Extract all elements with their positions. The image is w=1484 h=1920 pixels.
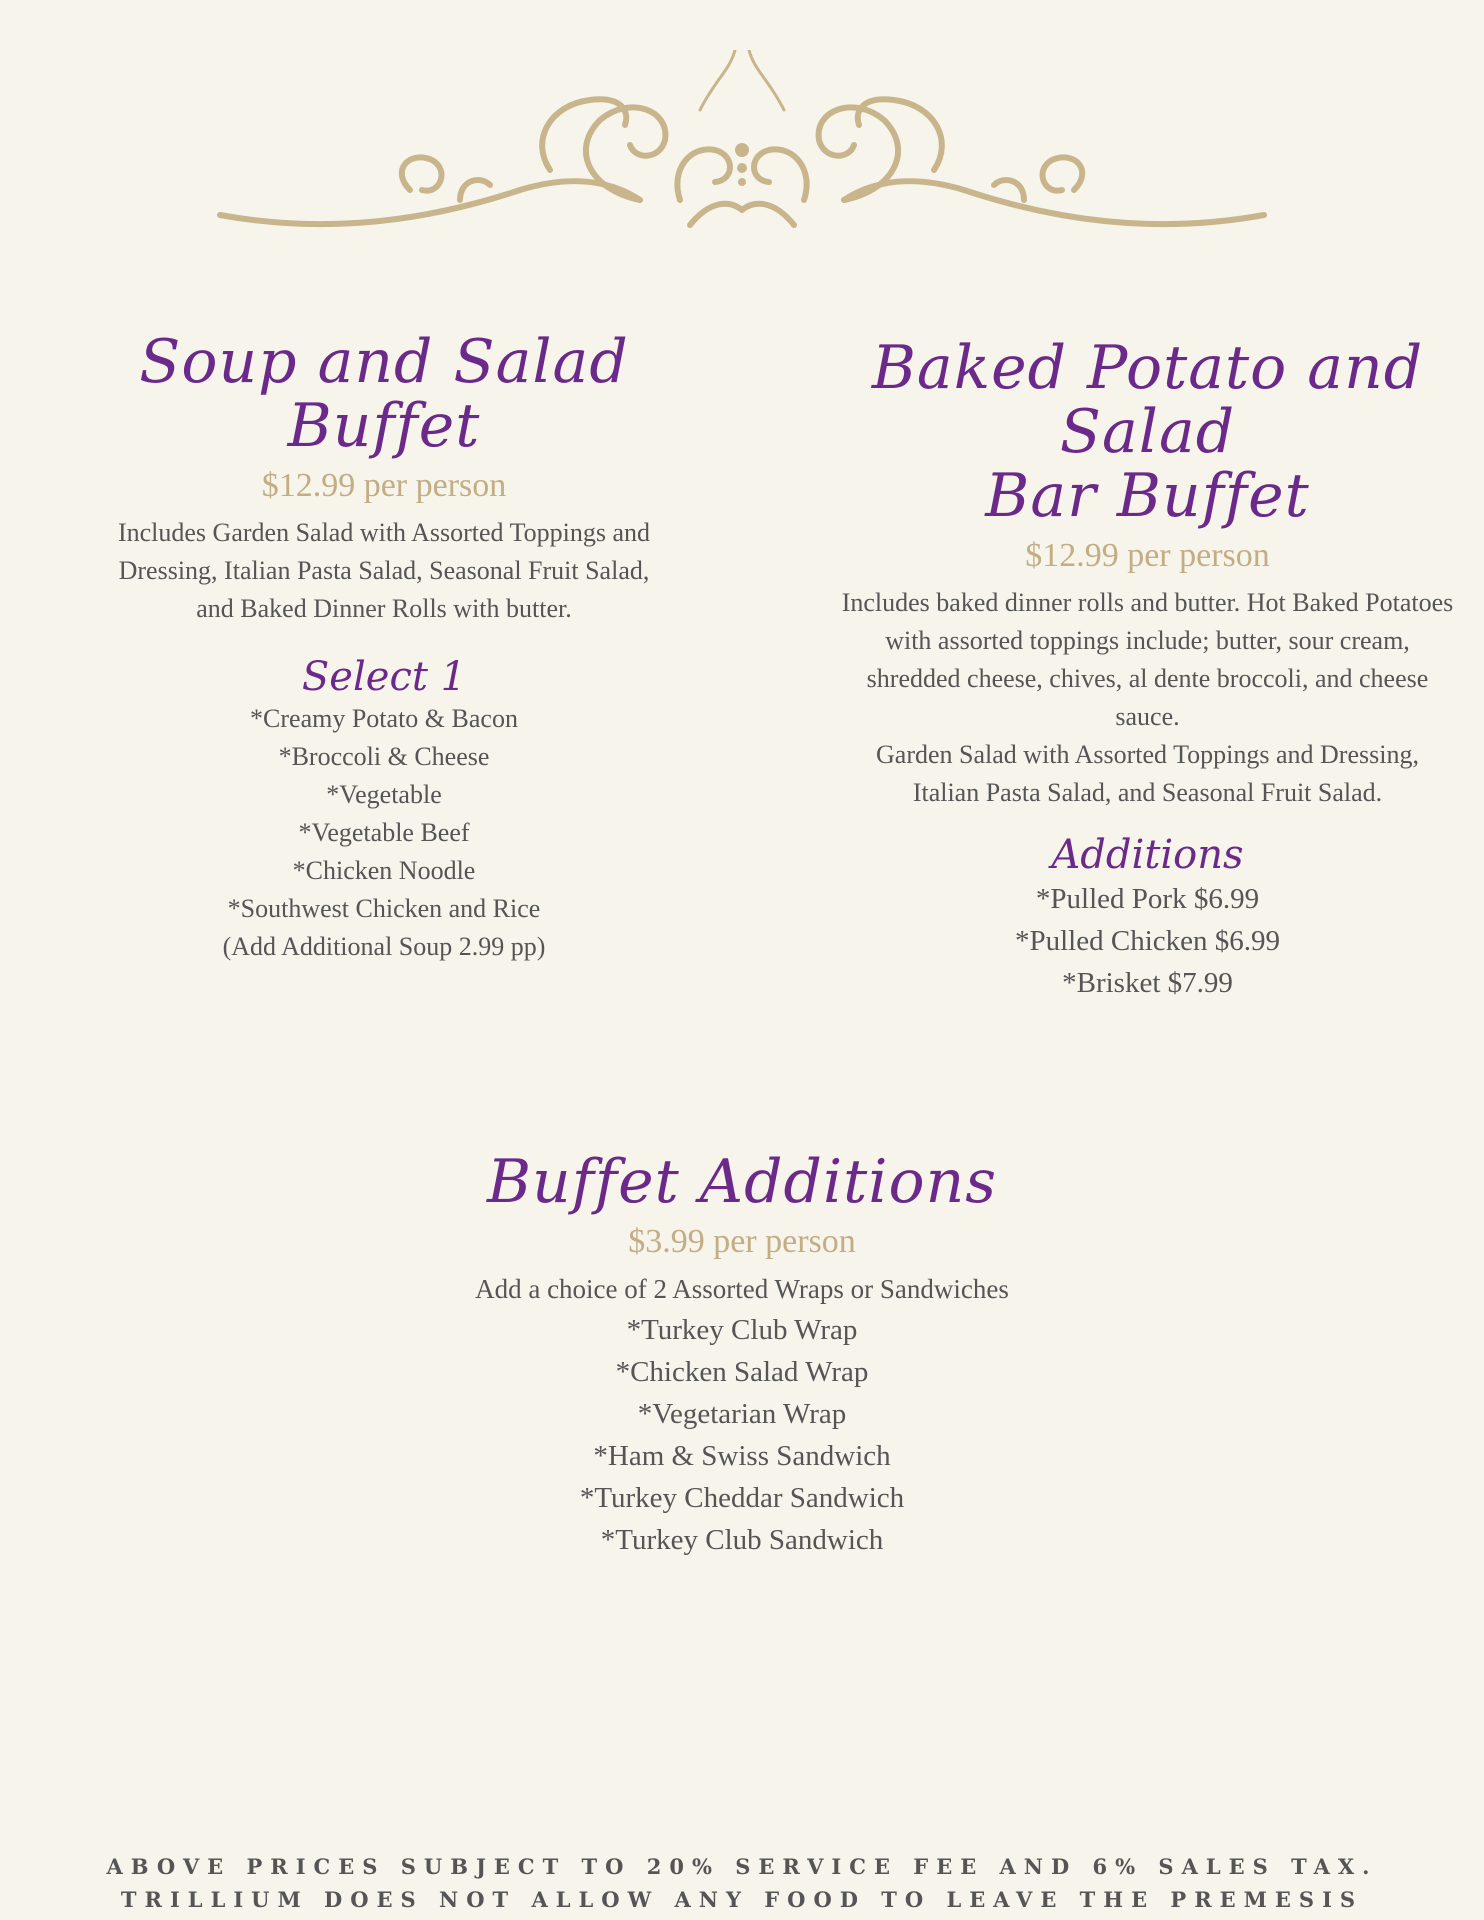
additions-subtitle: Additions: [1051, 832, 1244, 878]
section-description-1: Includes baked dinner rolls and butter. Hot Baked Potatoes with assorted toppings include; butter, sour cream, shredded cheese, chives, al dente broccoli, and cheese sauce.: [841, 588, 1454, 731]
soup-list: [100, 700, 668, 928]
list-item: *Ham & Swiss Sandwich: [593, 1440, 891, 1472]
list-item: *Pulled Pork $6.99: [1035, 883, 1260, 915]
list-item: *Vegetarian Wrap: [637, 1398, 847, 1430]
list-item: *Chicken Noodle: [292, 856, 476, 885]
title-line-2: Bar Buffet: [985, 461, 1310, 531]
footer-line-1: ABOVE PRICES SUBJECT TO 20% SERVICE FEE AND 6% SALES TAX.: [106, 1854, 1378, 1879]
section-price: $3.99 per person: [628, 1223, 856, 1260]
list-item: *Chicken Salad Wrap: [615, 1356, 869, 1388]
section-description: Includes Garden Salad with Assorted Toppings and Dressing, Italian Pasta Salad, Seasonal Fruit Salad, and Baked Dinner Rolls with butter.: [117, 518, 651, 623]
additions-list: [840, 878, 1455, 1004]
footer-disclaimer: [0, 1850, 1484, 1916]
list-item: *Vegetable Beef: [298, 818, 470, 847]
buffet-additions-section: [462, 1147, 1022, 1561]
list-item: *Brisket $7.99: [1062, 967, 1233, 999]
section-title: Soup and Salad Buffet: [139, 327, 629, 461]
baked-potato-section: [840, 333, 1455, 1004]
section-description-2: Garden Salad with Assorted Toppings and Dressing, Italian Pasta Salad, and Seasonal Fruit Salad.: [876, 740, 1419, 807]
soup-salad-section: [100, 327, 668, 966]
list-item: *Turkey Cheddar Sandwich: [579, 1482, 905, 1514]
section-price: $12.99 per person: [261, 467, 507, 504]
gold-flourish-ornament: [210, 50, 1274, 240]
list-item: *Southwest Chicken and Rice: [227, 894, 541, 923]
list-item: *Vegetable: [326, 780, 442, 809]
list-item: *Turkey Club Wrap: [626, 1314, 858, 1346]
list-item: *Turkey Club Sandwich: [600, 1524, 884, 1556]
section-title: [840, 333, 1455, 531]
section-description: Add a choice of 2 Assorted Wraps or Sandwiches: [475, 1274, 1009, 1304]
list-item: *Pulled Chicken $6.99: [1014, 925, 1280, 957]
footer-line-2: TRILLIUM DOES NOT ALLOW ANY FOOD TO LEAVE THE PREMESIS: [120, 1887, 1364, 1912]
additional-soup-note: (Add Additional Soup 2.99 pp): [222, 932, 546, 961]
title-line-1: Baked Potato and Salad: [871, 333, 1424, 467]
list-item: *Creamy Potato & Bacon: [250, 704, 518, 733]
section-price: $12.99 per person: [1025, 537, 1270, 574]
section-title: Buffet Additions: [486, 1147, 998, 1217]
select-subtitle: Select 1: [301, 654, 467, 700]
wraps-list: [462, 1309, 1022, 1561]
list-item: *Broccoli & Cheese: [278, 742, 490, 771]
